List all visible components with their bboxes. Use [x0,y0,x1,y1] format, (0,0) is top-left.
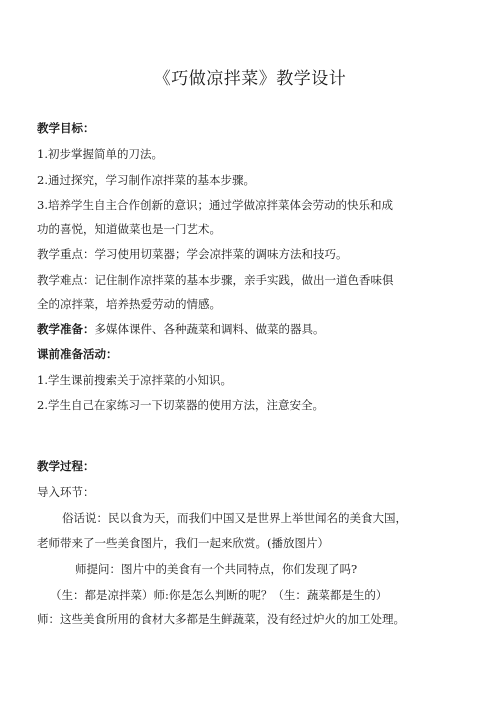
preparation [37,322,325,336]
objectives-heading: 教学目标： [37,121,95,135]
pre-class-item-2: 2.学生自己在家练习一下切菜器的使用方法，注意安全。 [37,398,324,412]
objective-3-continued: 功的喜悦，知道做菜也是一门艺术。 [37,222,221,236]
key-point: 教学重点：学习使用切菜器；学会凉拌菜的调味方法和技巧。 [37,247,348,261]
paragraph-4: 师：这些美食所用的食材大多都是生鲜蔬菜，没有经过炉火的加工处理。 [37,612,405,626]
preparation-label: 教学准备： [37,322,95,336]
process-heading: 教学过程： [37,459,95,473]
document-title: 《巧做凉拌菜》教学设计 [153,69,347,89]
difficult-point-line-2: 全的凉拌菜，培养热爱劳动的情感。 [37,297,221,311]
objective-1: 1.初步掌握简单的刀法。 [37,147,163,161]
pre-class-item-1: 1.学生课前搜索关于凉拌菜的小知识。 [37,373,232,387]
intro-label: 导入环节： [37,485,95,499]
objective-3: 3.培养学生自主合作创新的意识；通过学做凉拌菜体会劳动的快乐和成 [37,198,393,212]
paragraph-2: 师提问：图片中的美食有一个共同特点，你们发现了吗? [75,562,358,576]
paragraph-1-continued: 老师带来了一些美食图片，我们一起来欣赏。(播放图片） [37,536,329,550]
paragraph-3: （生：都是凉拌菜）师:你是怎么判断的呢？（生：蔬菜都是生的） [50,588,388,602]
preparation-text: 多媒体课件、各种蔬菜和调料、做菜的器具。 [94,322,325,336]
pre-class-heading: 课前准备活动： [37,347,118,361]
difficult-point-line-1: 教学难点：记住制作凉拌菜的基本步骤，亲手实践，做出一道色香味俱 [37,273,394,287]
paragraph-1: 俗话说：民以食为天，而我们中国又是世界上举世闻名的美食大国， [62,511,407,525]
objective-2: 2.通过探究，学习制作凉拌菜的基本步骤。 [37,173,255,187]
